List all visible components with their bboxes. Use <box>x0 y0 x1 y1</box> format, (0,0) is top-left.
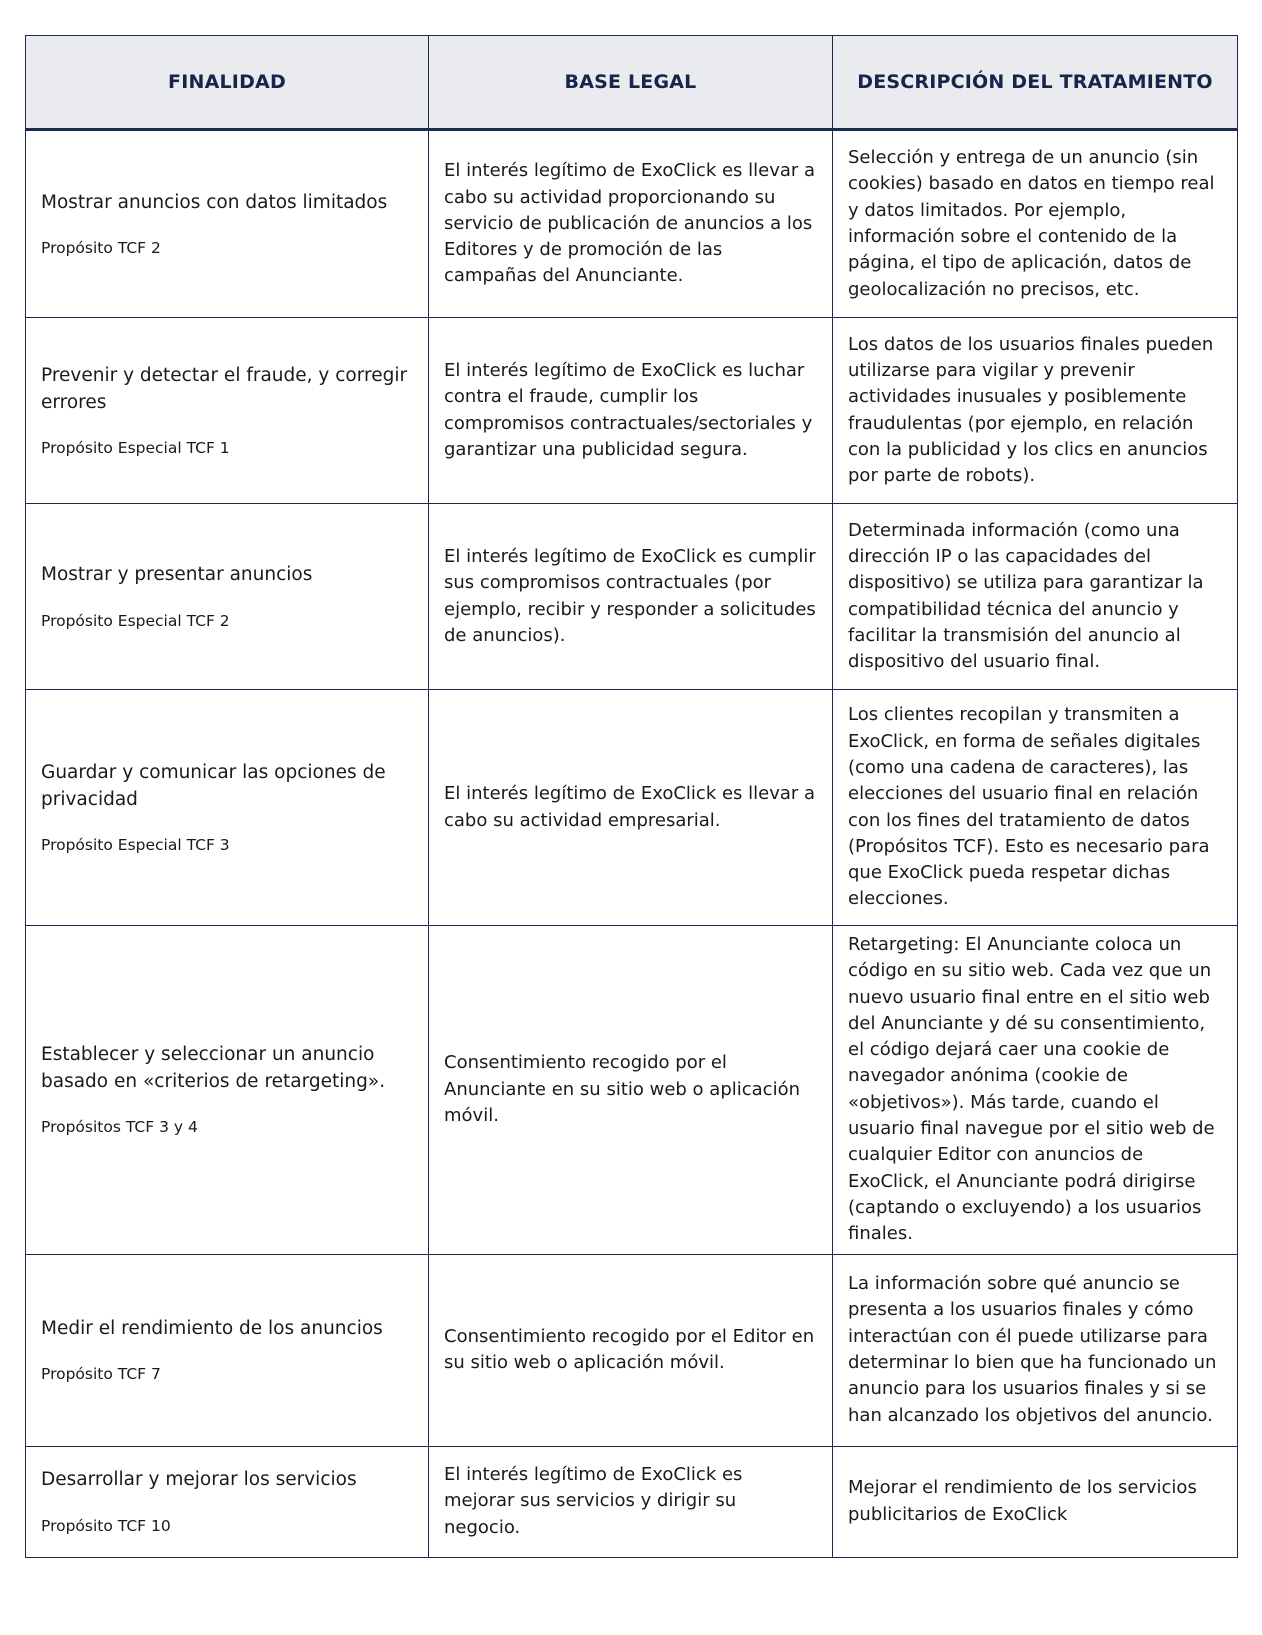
finalidad-cell <box>26 1446 429 1557</box>
table-header <box>26 36 1238 130</box>
descripcion-text: Los clientes recopilan y transmiten a ExoClick, en forma de señales digitales (como una cadena de caracteres), las elecciones del usuario final en relación con los fines del tratamiento de datos (Propósitos TCF). Esto es necesario para que ExoClick pueda respetar dichas elecciones. <box>848 704 1210 910</box>
descripcion-cell <box>833 504 1238 690</box>
table-row <box>26 130 1238 318</box>
purpose-reference: Propósito Especial TCF 2 <box>41 611 230 630</box>
descripcion-text: Retargeting: El Anunciante coloca un código en su sitio web. Cada vez que un nuevo usuario final entre en el sitio web del Anunciante y dé su consentimiento, el código dejará caer una cookie de navegador anónima (cookie de «objetivos»). Más tarde, cuando el usuario final navegue por el sitio web de cualquier Editor con anuncios de ExoClick, el Anunciante podrá dirigirse (captando o excluyendo) a los usuarios finales. <box>848 934 1215 1245</box>
purposes-table <box>25 35 1238 1558</box>
header-finalidad: FINALIDAD <box>26 36 429 130</box>
base-legal-text: El interés legítimo de ExoClick es llevar a cabo su actividad empresarial. <box>444 783 816 831</box>
descripcion-text: Los datos de los usuarios finales pueden utilizarse para vigilar y prevenir actividades inusuales y posiblemente fraudulentas (por ejemplo, en relación con la publicidad y los clics en anuncios por parte de robots). <box>848 333 1214 487</box>
header-descripcion: DESCRIPCIÓN DEL TRATAMIENTO <box>833 36 1238 130</box>
base-legal-text: El interés legítimo de ExoClick es mejorar sus servicios y dirigir su negocio. <box>444 1464 743 1538</box>
base-legal-text: El interés legítimo de ExoClick es llevar a cabo su actividad proporcionando su servicio de publicación de anuncios a los Editores y de promoción de las campañas del Anunciante. <box>444 160 816 287</box>
descripcion-text: Mejorar el rendimiento de los servicios publicitarios de ExoClick <box>848 1477 1197 1525</box>
finalidad-cell <box>26 926 429 1255</box>
finalidad-cell <box>26 318 429 504</box>
descripcion-text: Selección y entrega de un anuncio (sin cookies) basado en datos en tiempo real y datos limitados. Por ejemplo, información sobre el contenido de la página, el tipo de aplicación, datos de geolocalización no precisos, etc. <box>848 147 1215 300</box>
purpose-reference: Propósito TCF 7 <box>41 1365 161 1384</box>
purpose-title: Mostrar anuncios con datos limitados <box>41 191 388 213</box>
base-legal-cell <box>429 130 833 318</box>
table-row <box>26 926 1238 1255</box>
purpose-reference: Propósito Especial TCF 1 <box>41 438 230 457</box>
purpose-reference: Propósito TCF 2 <box>41 239 161 258</box>
purpose-title: Prevenir y detectar el fraude, y corregir errores <box>41 365 408 413</box>
header-row <box>26 36 1238 130</box>
base-legal-text: Consentimiento recogido por el Anunciante en su sitio web o aplicación móvil. <box>444 1052 800 1126</box>
table-row <box>26 318 1238 504</box>
base-legal-cell <box>429 690 833 926</box>
descripcion-cell <box>833 926 1238 1255</box>
purpose-title: Guardar y comunicar las opciones de privacidad <box>41 762 386 810</box>
base-legal-cell <box>429 1254 833 1446</box>
descripcion-text: Determinada información (como una dirección IP o las capacidades del dispositivo) se utiliza para garantizar la compatibilidad técnica del anuncio y facilitar la transmisión del anuncio al dispositivo del usuario final. <box>848 519 1204 673</box>
finalidad-cell <box>26 690 429 926</box>
purpose-reference: Propósitos TCF 3 y 4 <box>41 1118 198 1137</box>
purpose-title: Medir el rendimiento de los anuncios <box>41 1317 383 1339</box>
purpose-reference: Propósito TCF 10 <box>41 1516 171 1535</box>
base-legal-text: Consentimiento recogido por el Editor en su sitio web o aplicación móvil. <box>444 1325 815 1374</box>
finalidad-cell <box>26 1254 429 1446</box>
descripcion-cell <box>833 690 1238 926</box>
base-legal-cell <box>429 926 833 1255</box>
purpose-title: Mostrar y presentar anuncios <box>41 564 313 586</box>
base-legal-text: El interés legítimo de ExoClick es luchar contra el fraude, cumplir los compromisos contractuales/sectoriales y garantizar una publicidad segura. <box>444 359 813 460</box>
table-body <box>26 130 1238 1558</box>
finalidad-cell <box>26 504 429 690</box>
purpose-title: Establecer y seleccionar un anuncio basado en «criterios de retargeting». <box>41 1044 386 1092</box>
descripcion-cell <box>833 130 1238 318</box>
descripcion-text: La información sobre qué anuncio se presenta a los usuarios finales y cómo interactúan con él puede utilizarse para determinar lo bien que ha funcionado un anuncio para los usuarios finales y si se han alcanzado los objetivos del anuncio. <box>848 1273 1217 1426</box>
purpose-title: Desarrollar y mejorar los servicios <box>41 1469 357 1491</box>
descripcion-cell <box>833 318 1238 504</box>
descripcion-cell <box>833 1446 1238 1557</box>
table-row <box>26 690 1238 926</box>
base-legal-cell <box>429 504 833 690</box>
descripcion-cell <box>833 1254 1238 1446</box>
base-legal-text: El interés legítimo de ExoClick es cumplir sus compromisos contractuales (por ejemplo, recibir y responder a solicitudes de anuncios). <box>444 545 816 646</box>
table-row <box>26 1446 1238 1557</box>
base-legal-cell <box>429 318 833 504</box>
table-row <box>26 1254 1238 1446</box>
table-row <box>26 504 1238 690</box>
base-legal-cell <box>429 1446 833 1557</box>
purpose-reference: Propósito Especial TCF 3 <box>41 835 230 854</box>
header-base-legal: BASE LEGAL <box>429 36 833 130</box>
finalidad-cell <box>26 130 429 318</box>
